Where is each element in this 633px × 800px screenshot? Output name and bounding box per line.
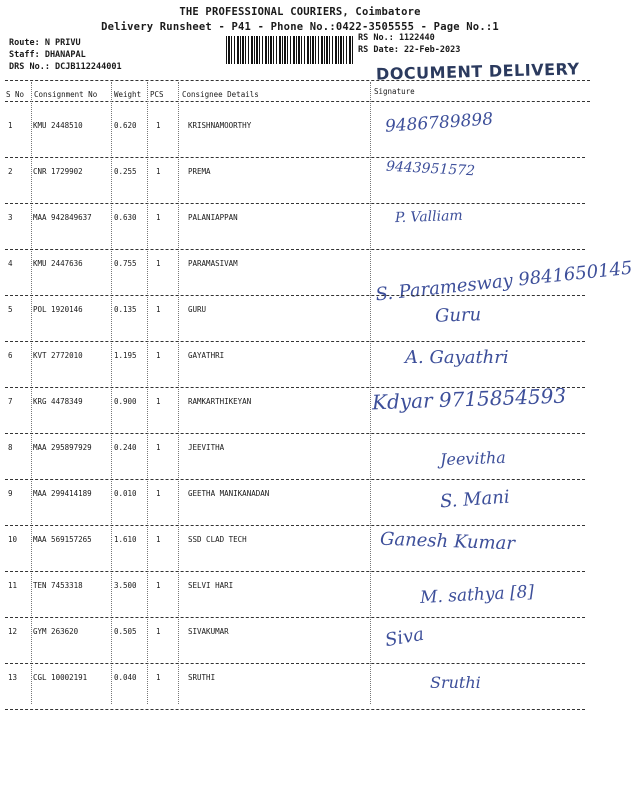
col-header-consignment: Consignment No bbox=[34, 90, 98, 99]
handwritten-signature: Sruthi bbox=[430, 673, 481, 692]
row-separator bbox=[5, 433, 585, 434]
cell-consignee: RAMKARTHIKEYAN bbox=[188, 397, 252, 406]
handwritten-signature: A. Gayathri bbox=[405, 347, 509, 368]
cell-consignment: KVT 2772010 bbox=[33, 351, 83, 360]
cell-consignment: KMU 2447636 bbox=[33, 259, 83, 268]
col-header-weight: Weight bbox=[114, 90, 142, 99]
cell-pcs: 1 bbox=[156, 673, 161, 682]
cell-sno: 1 bbox=[8, 121, 13, 130]
row-separator bbox=[5, 525, 585, 526]
row-separator bbox=[5, 709, 585, 710]
cell-consignee: GAYATHRI bbox=[188, 351, 225, 360]
route-label: Route: N PRIVU bbox=[9, 38, 81, 48]
cell-consignment: MAA 942849637 bbox=[33, 213, 92, 222]
cell-sno: 8 bbox=[8, 443, 13, 452]
row-separator bbox=[5, 341, 585, 342]
row-separator bbox=[5, 571, 585, 572]
cell-consignment: MAA 569157265 bbox=[33, 535, 92, 544]
cell-pcs: 1 bbox=[156, 397, 161, 406]
cell-consignment: KMU 2448510 bbox=[33, 121, 83, 130]
cell-weight: 0.505 bbox=[114, 627, 137, 636]
cell-pcs: 1 bbox=[156, 213, 161, 222]
col-rule bbox=[111, 82, 112, 704]
cell-consignee: PREMA bbox=[188, 167, 211, 176]
cell-weight: 0.240 bbox=[114, 443, 137, 452]
col-rule bbox=[147, 82, 148, 704]
cell-pcs: 1 bbox=[156, 305, 161, 314]
cell-sno: 4 bbox=[8, 259, 13, 268]
rs-number: RS No.: 1122440 bbox=[358, 33, 435, 43]
cell-consignment: POL 1920146 bbox=[33, 305, 83, 314]
cell-weight: 0.135 bbox=[114, 305, 137, 314]
cell-pcs: 1 bbox=[156, 121, 161, 130]
cell-weight: 0.040 bbox=[114, 673, 137, 682]
handwritten-signature: S. Paramesway 9841650145 bbox=[374, 257, 633, 306]
row-separator bbox=[5, 617, 585, 618]
row-separator bbox=[5, 157, 585, 158]
cell-pcs: 1 bbox=[156, 489, 161, 498]
cell-sno: 2 bbox=[8, 167, 13, 176]
col-rule bbox=[178, 82, 179, 704]
row-separator bbox=[5, 203, 585, 204]
cell-weight: 0.010 bbox=[114, 489, 137, 498]
cell-weight: 0.255 bbox=[114, 167, 137, 176]
rs-date: RS Date: 22-Feb-2023 bbox=[358, 45, 461, 55]
runsheet-subtitle: Delivery Runsheet - P41 - Phone No.:0422-3505555 - Page No.:1 bbox=[101, 21, 499, 33]
cell-consignment: TEN 7453318 bbox=[33, 581, 83, 590]
cell-sno: 12 bbox=[8, 627, 18, 636]
cell-consignee: SSD CLAD TECH bbox=[188, 535, 247, 544]
cell-pcs: 1 bbox=[156, 259, 161, 268]
col-header-signature: Signature bbox=[374, 87, 415, 96]
handwritten-signature: M. sathya [8] bbox=[419, 582, 535, 608]
cell-weight: 0.620 bbox=[114, 121, 137, 130]
cell-weight: 0.755 bbox=[114, 259, 137, 268]
document-delivery-stamp: DOCUMENT DELIVERY bbox=[375, 59, 580, 84]
handwritten-signature: Siva bbox=[383, 623, 426, 652]
handwritten-signature: Guru bbox=[434, 304, 482, 327]
col-header-consignee: Consignee Details bbox=[182, 90, 259, 99]
row-separator bbox=[5, 663, 585, 664]
cell-consignee: KRISHNAMOORTHY bbox=[188, 121, 252, 130]
cell-consignee: PALANIAPPAN bbox=[188, 213, 238, 222]
col-header-pcs: PCS bbox=[150, 90, 164, 99]
cell-consignee: SIVAKUMAR bbox=[188, 627, 229, 636]
cell-consignment: MAA 295897929 bbox=[33, 443, 92, 452]
handwritten-signature: Ganesh Kumar bbox=[379, 528, 516, 555]
handwritten-signature: Jeevitha bbox=[439, 447, 507, 470]
cell-pcs: 1 bbox=[156, 167, 161, 176]
handwritten-signature: Kdyar 9715854593 bbox=[371, 383, 567, 415]
cell-consignment: CGL 10002191 bbox=[33, 673, 88, 682]
cell-sno: 11 bbox=[8, 581, 18, 590]
cell-pcs: 1 bbox=[156, 443, 161, 452]
handwritten-signature: P. Valliam bbox=[394, 207, 463, 227]
row-separator bbox=[5, 479, 585, 480]
cell-pcs: 1 bbox=[156, 581, 161, 590]
cell-weight: 0.630 bbox=[114, 213, 137, 222]
cell-sno: 7 bbox=[8, 397, 13, 406]
cell-consignment: CNR 1729902 bbox=[33, 167, 83, 176]
header-bottom-rule bbox=[5, 101, 590, 102]
cell-consignee: PARAMASIVAM bbox=[188, 259, 238, 268]
cell-consignment: MAA 299414189 bbox=[33, 489, 92, 498]
handwritten-signature: 9486789898 bbox=[384, 109, 494, 137]
header-top-rule bbox=[5, 80, 590, 81]
row-separator bbox=[5, 295, 585, 296]
cell-sno: 6 bbox=[8, 351, 13, 360]
cell-consignee: SELVI HARI bbox=[188, 581, 234, 590]
col-rule bbox=[31, 82, 32, 704]
cell-consignee: JEEVITHA bbox=[188, 443, 225, 452]
cell-consignee: GURU bbox=[188, 305, 207, 314]
cell-sno: 3 bbox=[8, 213, 13, 222]
cell-pcs: 1 bbox=[156, 627, 161, 636]
company-title: THE PROFESSIONAL COURIERS, Coimbatore bbox=[179, 6, 421, 18]
cell-pcs: 1 bbox=[156, 351, 161, 360]
cell-consignment: GYM 263620 bbox=[33, 627, 79, 636]
cell-sno: 9 bbox=[8, 489, 13, 498]
cell-consignee: GEETHA MANIKANADAN bbox=[188, 489, 270, 498]
staff-label: Staff: DHANAPAL bbox=[9, 50, 86, 60]
cell-weight: 3.500 bbox=[114, 581, 137, 590]
cell-sno: 13 bbox=[8, 673, 18, 682]
handwritten-signature: 9443951572 bbox=[385, 158, 476, 180]
cell-sno: 5 bbox=[8, 305, 13, 314]
barcode bbox=[226, 36, 353, 64]
cell-consignment: KRG 4478349 bbox=[33, 397, 83, 406]
cell-sno: 10 bbox=[8, 535, 18, 544]
drs-label: DRS No.: DCJB112244001 bbox=[9, 62, 122, 72]
cell-consignee: SRUTHI bbox=[188, 673, 216, 682]
col-header-sno: S No bbox=[6, 90, 25, 99]
row-separator bbox=[5, 249, 585, 250]
handwritten-signature: S. Mani bbox=[439, 486, 511, 513]
cell-pcs: 1 bbox=[156, 535, 161, 544]
cell-weight: 0.900 bbox=[114, 397, 137, 406]
cell-weight: 1.610 bbox=[114, 535, 137, 544]
cell-weight: 1.195 bbox=[114, 351, 137, 360]
